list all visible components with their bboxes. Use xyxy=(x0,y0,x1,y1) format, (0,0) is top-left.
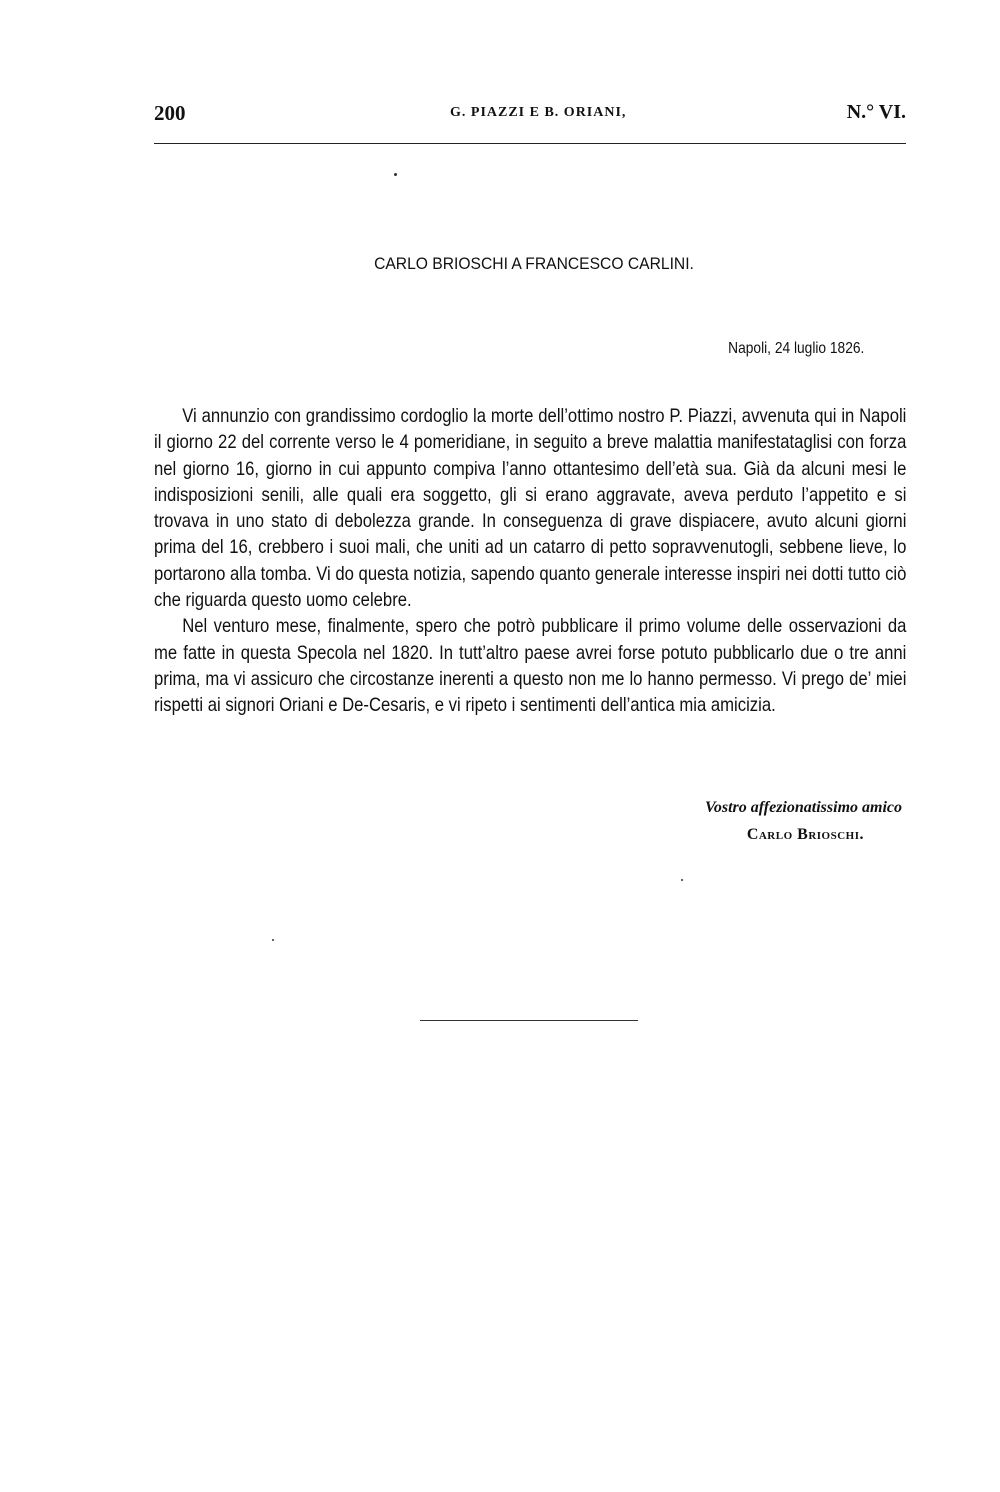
ink-speck xyxy=(272,939,274,941)
ink-speck xyxy=(681,879,683,881)
letter-title: CARLO BRIOSCHI A FRANCESCO CARLINI. xyxy=(374,254,694,273)
place-date: Napoli, 24 luglio 1826. xyxy=(727,340,864,357)
section-number: N.° VI. xyxy=(846,101,906,123)
signature: Carlo Brioschi. xyxy=(746,826,864,843)
running-head xyxy=(154,101,906,129)
ink-speck xyxy=(394,173,397,176)
page-number: 200 xyxy=(154,101,186,125)
running-title: G. PIAZZI E B. ORIANI, xyxy=(450,105,627,120)
header-rule xyxy=(154,143,906,144)
paragraph-1: Vi annunzio con grandissimo cordoglio la morte dell’ottimo nostro P. Piazzi, avvenuta qui in Napoli il giorno 22 del corrente verso le 4 pomeridiane, in seguito a breve malattia manifestataglisi con forza nel giorno 16, giorno in cui appunto compiva l’anno ottantesimo dell’età sua. Già da alcuni mesi le indisposizioni senili, alle quali era soggetto, gli si erano aggravate, aveva perduto l’appetito e si trovava in uno stato di debolezza grande. In conseguenza di grave dispiacere, avuto alcuni giorni prima del 16, crebbero i suoi mali, che uniti ad un catarro di petto sopravvenutogli, sebbene lieve, lo portarono alla tomba. Vi do questa notizia, sapendo quanto generale interesse inspiri nei dotti tutto ciò che riguarda questo uomo celebre. xyxy=(154,405,907,612)
closing-formula: Vostro affezionatissimo amico xyxy=(704,799,902,816)
letter-body xyxy=(154,403,906,719)
end-rule xyxy=(420,1020,638,1021)
paragraph-2: Nel venturo mese, finalmente, spero che potrò pubblicare il primo volume delle osservazioni da me fatte in questa Specola nel 1820. In tutt’altro paese avrei forse potuto pubblicarlo due o tre anni prima, ma vi assicuro che circostanze inerenti a questo non me lo hanno permesso. Vi prego de’ miei rispetti ai signori Oriani e De-Cesaris, e vi ripeto i sentimenti dell’antica mia amicizia. xyxy=(154,615,907,717)
